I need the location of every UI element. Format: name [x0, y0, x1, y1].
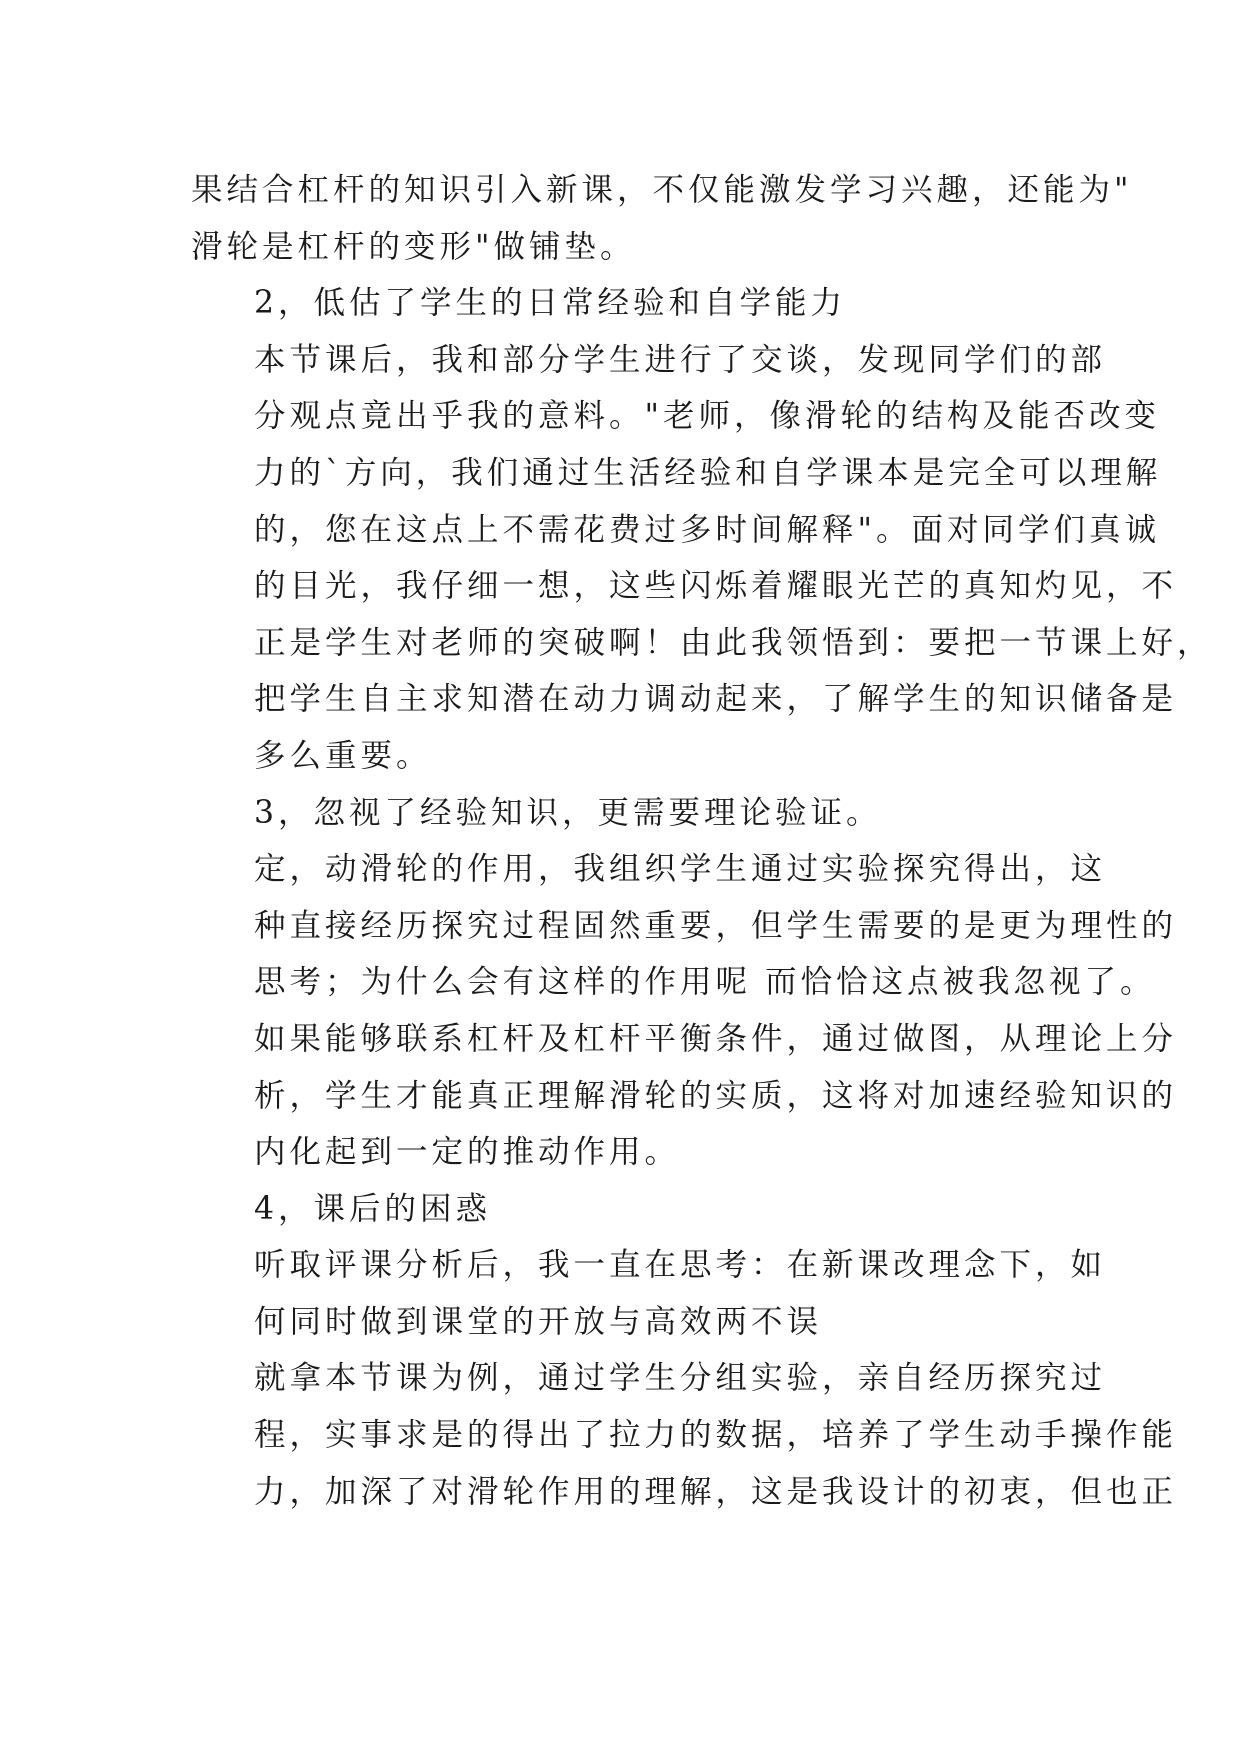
text-line: 力，加深了对滑轮作用的理解，这是我设计的初衷，但也正 — [254, 1473, 1178, 1510]
text-line: 听取评课分析后，我一直在思考：在新课改理念下，如 — [254, 1247, 1107, 1284]
text-line: 就拿本节课为例，通过学生分组实验，亲自经历探究过 — [254, 1360, 1107, 1397]
text-line: 果结合杠杆的知识引入新课，不仅能激发学习兴趣，还能为" — [191, 172, 1133, 208]
paragraph — [191, 841, 1178, 1181]
paragraph — [191, 332, 1213, 785]
text-line: 多么重要。 — [254, 737, 432, 774]
paragraph — [191, 162, 1133, 275]
text-line: 内化起到一定的推动作用。 — [254, 1134, 681, 1171]
text-line: 2，低估了学生的日常经验和自学能力 — [254, 285, 847, 322]
text-line: 种直接经历探究过程固然重要，但学生需要的是更为理性的 — [254, 907, 1178, 944]
text-line: 4，课后的困惑 — [254, 1190, 492, 1227]
text-line: 的，您在这点上不需花费过多时间解释"。面对同学们真诚 — [254, 511, 1160, 548]
paragraph — [191, 1237, 1107, 1350]
section-heading — [191, 1181, 1053, 1238]
text-line: 把学生自主求知潜在动力调动起来，了解学生的知识储备是 — [254, 681, 1178, 718]
document-body — [191, 162, 1213, 1520]
text-line: 的目光，我仔细一想，这些闪烁着耀眼光芒的真知灼见，不 — [254, 568, 1178, 605]
text-line: 析，学生才能真正理解滑轮的实质，这将对加速经验知识的 — [254, 1077, 1178, 1114]
text-line: 定，动滑轮的作用，我组织学生通过实验探究得出，这 — [254, 851, 1107, 888]
text-line: 如果能够联系杠杆及杠杆平衡条件，通过做图，从理论上分 — [254, 1020, 1178, 1057]
text-line: 分观点竟出乎我的意料。"老师，像滑轮的结构及能否改变 — [254, 398, 1160, 435]
text-line: 力的`方向，我们通过生活经验和自学课本是完全可以理解 — [254, 454, 1162, 491]
text-line: 本节课后，我和部分学生进行了交谈，发现同学们的部 — [254, 341, 1107, 378]
text-line: 何同时做到课堂的开放与高效两不误 — [254, 1303, 823, 1340]
text-line: 正是学生对老师的突破啊！由此我领悟到：要把一节课上好， — [254, 624, 1213, 661]
text-line: 3，忽视了经验知识，更需要理论验证。 — [254, 794, 882, 831]
text-line: 思考；为什么会有这样的作用呢 而恰恰这点被我忽视了。 — [254, 964, 1156, 1001]
section-heading — [191, 785, 1053, 842]
paragraph — [191, 1350, 1178, 1520]
text-line: 程，实事求是的得出了拉力的数据，培养了学生动手操作能 — [254, 1417, 1178, 1454]
section-heading — [191, 275, 1053, 332]
text-line: 滑轮是杠杆的变形"做铺垫。 — [191, 228, 636, 265]
